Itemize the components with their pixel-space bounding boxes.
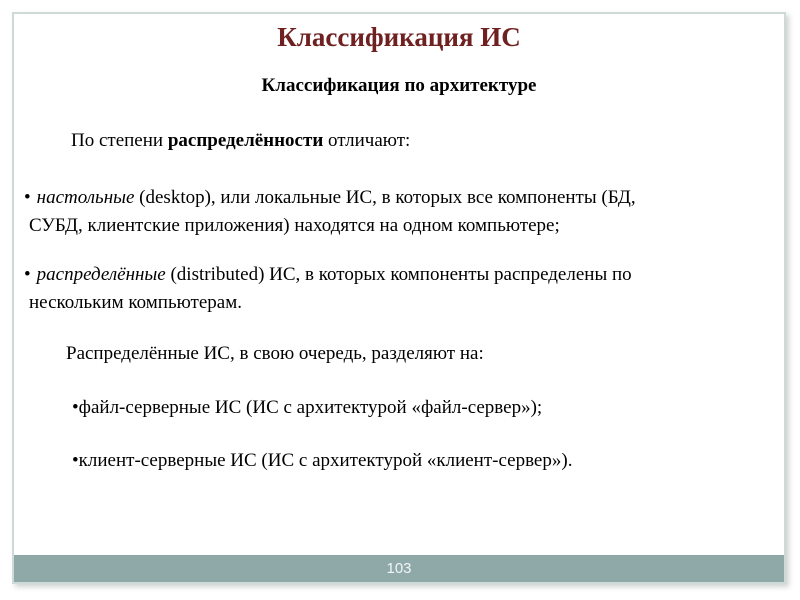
slide [12,12,786,584]
intro-paragraph [71,130,410,152]
bullet-marker: • [24,264,31,285]
slide-title: Классификация ИС [277,22,521,52]
bullet-distributed-rest: (distributed) ИС, в которых компоненты распределены по [165,264,632,285]
intro-bold-term: распределённости [167,130,324,151]
sub-bullet-client-server [72,450,572,472]
bullet-desktop-line1 [24,184,772,212]
bullet-distributed-term-italic: распределённые [36,264,166,285]
bullet-marker: • [24,187,31,208]
bullet-desktop-term-italic: настольные [36,187,135,208]
bullet-desktop-line2: СУБД, клиентские приложения) находятся на одном компьютере; [29,215,560,236]
bullet-distributed-line2: нескольким компьютерам. [29,292,242,313]
footer-bar [14,555,784,582]
bullet-desktop-is [24,184,772,240]
slide-subtitle: Классификация по архитектуре [261,75,537,96]
sub-bullet-file-server-text: файл-серверные ИС (ИС с архитектурой «файл-сервер»); [78,397,543,418]
bullet-desktop-rest: (desktop), или локальные ИС, в которых все компоненты (БД, [134,187,636,208]
intro-text-start: По степени [71,130,168,151]
distributed-split-intro: Распределённые ИС, в свою очередь, разделяют на: [66,343,484,364]
page-number: 103 [386,560,412,577]
sub-bullet-file-server [72,397,542,419]
bullet-distributed-is [24,261,772,317]
sub-bullet-client-server-text: клиент-серверные ИС (ИС с архитектурой «клиент-сервер»). [78,450,573,471]
sub-bullet-marker: • [72,397,79,418]
bullet-distributed-line1 [24,261,772,289]
sub-bullet-marker: • [72,450,79,471]
intro-text-end: отличают: [323,130,411,151]
